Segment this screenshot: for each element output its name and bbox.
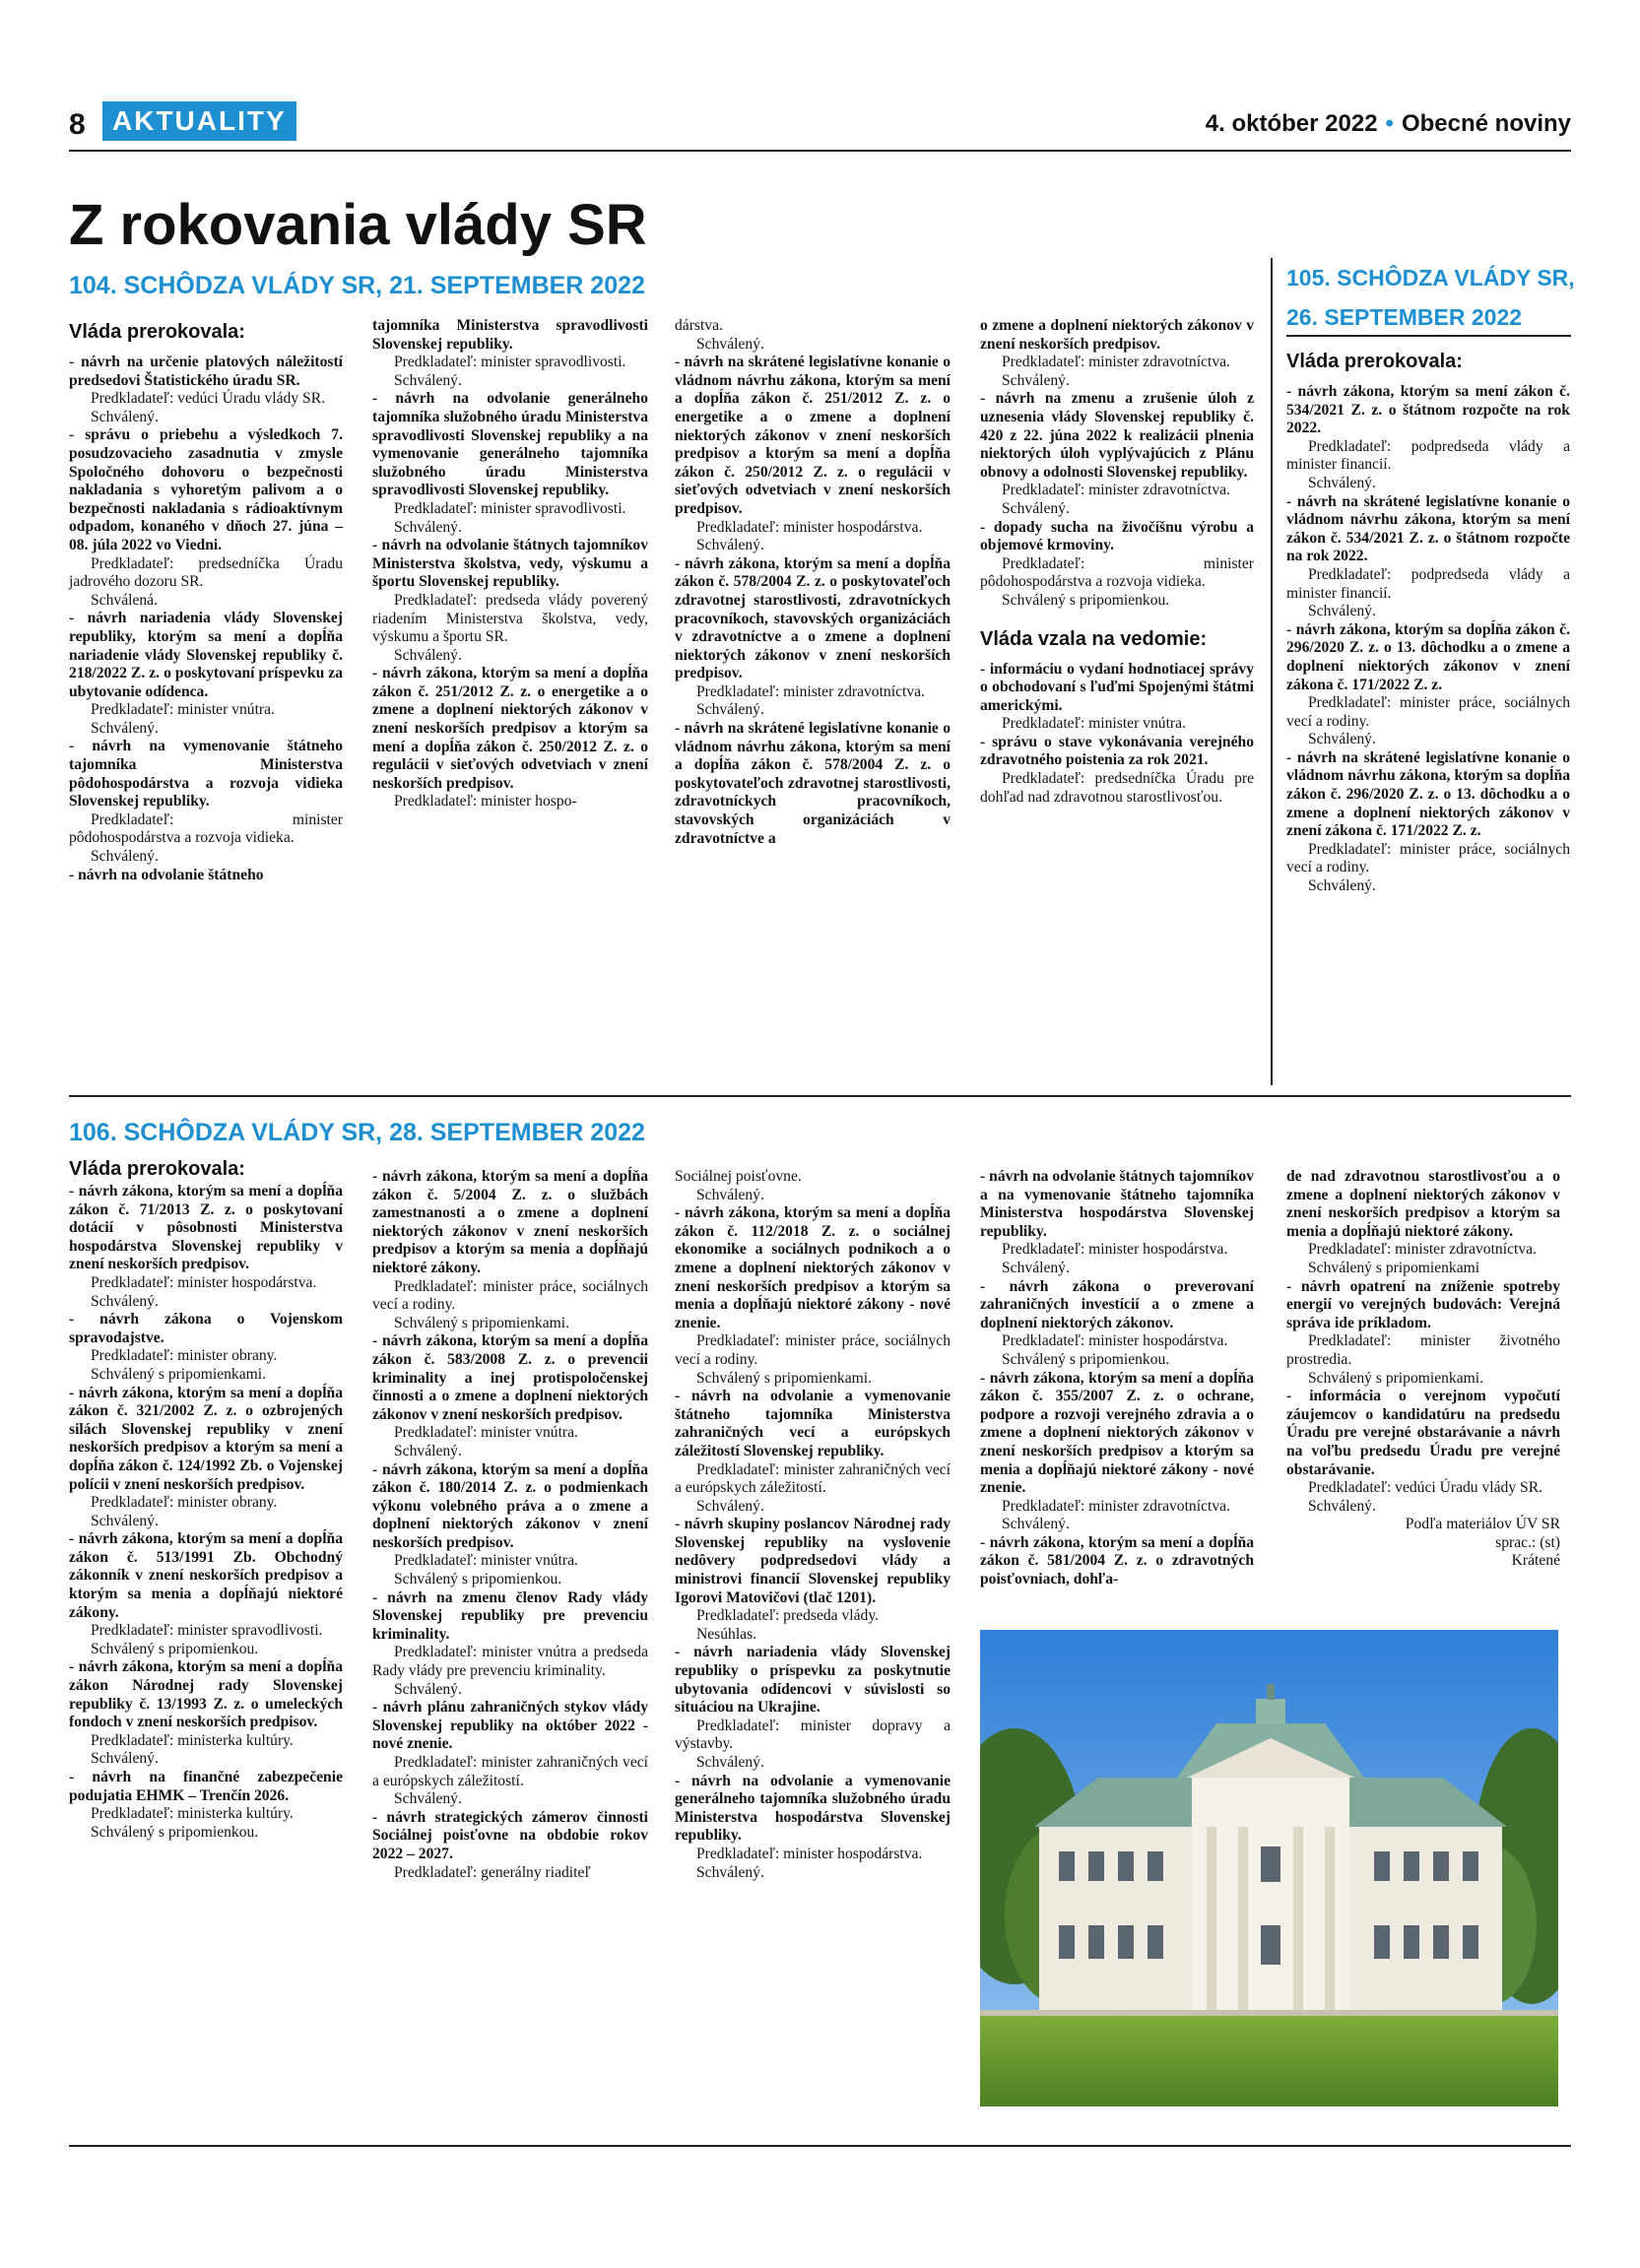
agenda-note: Schválený. (91, 1750, 159, 1768)
session-106-heading: 106. SCHÔDZA VLÁDY SR, 28. SEPTEMBER 2022 (69, 1119, 645, 1146)
agenda-note: Predkladateľ: podpredseda vlády a minister financií. (1286, 437, 1570, 474)
agenda-item: - návrh na odvolanie štátnych tajomníkov Ministerstva školstva, vedy, výskumu a športu Slovenskej republiky. (372, 537, 648, 591)
government-palace-photo (980, 1630, 1558, 2106)
s104-subheading: Vláda prerokovala: (69, 321, 245, 343)
agenda-item: - návrh zákona, ktorým sa mení a dopĺňa zákon č. 180/2014 Z. z. o podmienkach výkonu volebného práva a o zmene a doplnení niektorých zákonov v znení neskorších predpisov. (372, 1460, 648, 1551)
session-105-heading (1286, 258, 1575, 337)
agenda-item: - návrh zákona, ktorým sa mení a dopĺňa zákon č. 71/2013 Z. z. o poskytovaní dotácií v pôsobnosti Ministerstva hospodárstva Slovenskej republiky v znení neskorších predpisov. (69, 1183, 343, 1273)
agenda-item: - návrh na odvolanie a vymenovanie štátneho tajomníka Ministerstva zahraničných vecí a európskych záležitostí Slovenskej republiky. (675, 1388, 951, 1459)
agenda-note: Schválený. (1002, 1259, 1070, 1276)
agenda-item: - návrh zákona, ktorým sa mení a dopĺňa zákon č. 578/2004 Z. z. o poskytovateľoch zdravotnej starostlivosti, zdravotníckych pracovníkoch, stavovských organizáciách v zdravotníctve a o zmene a doplnení niektorých zákonov v znení neskorších predpisov. (675, 554, 951, 682)
footer-rule (69, 2145, 1571, 2147)
agenda-note: Schválený. (696, 701, 764, 719)
agenda-note: Schválený s pripomienkami (1308, 1259, 1480, 1276)
agenda-note: Predkladateľ: minister zahraničných vecí a európskych záležitostí. (675, 1460, 951, 1497)
masthead-info (1206, 110, 1571, 138)
agenda-item: - dopady sucha na živočíšnu výrobu a objemové krmoviny. (980, 518, 1254, 554)
s105-rule (1286, 335, 1571, 337)
agenda-item: - návrh zákona, ktorým sa mení zákon č. 534/2021 Z. z. o štátnom rozpočte na rok 2022. (1286, 383, 1570, 437)
agenda-item: - návrh zákona o preverovaní zahraničných investícií a o zmene a doplnení niektorých zákonov. (980, 1277, 1254, 1331)
agenda-item: o zmene a doplnení niektorých zákonov v znení neskorších predpisov. (980, 317, 1254, 353)
agenda-note: Schválený. (91, 719, 159, 737)
agenda-note: Predkladateľ: minister zdravotníctva. (1002, 482, 1230, 499)
agenda-item: - návrh zákona, ktorým sa mení a dopĺňa zákon č. 513/1991 Zb. Obchodný zákonník v znení neskorších predpisov a ktorým sa menia a dopĺňajú niektoré zákony. (69, 1530, 343, 1621)
agenda-note: Schválený. (91, 408, 159, 425)
agenda-note: Predkladateľ: minister dopravy a výstavby. (675, 1717, 951, 1753)
agenda-item: - návrh zákona, ktorým sa mení a dopĺňa zákon č. 251/2012 Z. z. o energetike a o zmene a doplnení niektorých zákonov v znení neskorších predpisov a ktorým sa mení a dopĺňa zákon č. 250/2012 Z. z. o regulácii v sieťových odvetviach v znení neskorších predpisov. (372, 665, 648, 792)
s104-column-4 (980, 317, 1254, 807)
agenda-note: Predkladateľ: vedúci Úradu vlády SR. (91, 390, 326, 408)
agenda-note: Schválený. (1308, 474, 1376, 491)
agenda-note: Schválený. (696, 537, 764, 554)
agenda-item: - správu o priebehu a výsledkoch 7. posudzovacieho zasadnutia v zmysle Spoločného dohovoru o bezpečnosti nakladania s vyhoretým palivom a o bezpečnosti nakladania s rádioaktívnym odpadom, konaného v dňoch 27. júna – 08. júla 2022 vo Viedni. (69, 426, 343, 553)
s104-column-3 (675, 317, 951, 848)
agenda-note: Predkladateľ: minister zdravotníctva. (1308, 1241, 1537, 1259)
agenda-item: - návrh zákona, ktorým sa mení a dopĺňa zákon č. 321/2002 Z. z. o ozbrojených silách Slovenskej republiky v znení neskorších predpisov a ktorým sa mení a dopĺňa zákon č. 124/1992 Zb. o Vojenskej polícii v znení neskorších predpisov. (69, 1384, 343, 1493)
agenda-note: Schválený. (91, 1292, 159, 1310)
page-number: 8 (69, 108, 86, 141)
agenda-note: Predkladateľ: minister zahraničných vecí a európskych záležitostí. (372, 1754, 648, 1789)
agenda-item: - návrh plánu zahraničných stykov vlády Slovenskej republiky na október 2022 - nové znenie. (372, 1699, 648, 1753)
agenda-item: - návrh na určenie platových náležitostí predsedovi Štatistického úradu SR. (69, 354, 343, 389)
agenda-note: Predkladateľ: minister obrany. (91, 1494, 278, 1512)
agenda-item: - návrh na odvolanie generálneho tajomníka služobného úradu Ministerstva spravodlivosti Slovenskej republiky a na vymenovanie generálneho tajomníka služobného úradu Ministerstva spravodlivosti Slovenskej republiky. (372, 390, 648, 499)
agenda-item: - návrh na skrátené legislatívne konanie o vládnom návrhu zákona, ktorým sa mení a dopĺňa zákon č. 251/2012 Z. z. o energetike a o zmene a doplnení niektorých zákonov v znení neskorších predpisov a ktorým sa mení a dopĺňa zákon č. 250/2012 Z. z. o regulácii v sieťových odvetviach v znení neskorších predpisov. (675, 354, 951, 517)
s106-subheading: Vláda prerokovala: (69, 1158, 245, 1180)
agenda-note: Predkladateľ: minister hospodárstva. (1002, 1332, 1228, 1350)
agenda-note: Schválený s pripomienkou. (1002, 591, 1170, 609)
agenda-item: - návrh nariadenia vlády Slovenskej republiky o príspevku za poskytnutie ubytovania odídencovi v súvislosti so situáciou na Ukrajine. (675, 1644, 951, 1717)
agenda-item: - návrh na skrátené legislatívne konanie o vládnom návrhu zákona, ktorým sa mení a dopĺňa zákon č. 578/2004 Z. z. o poskytovateľoch zdravotnej starostlivosti, zdravotníckych pracovníkoch, stavovských organizáciách v zdravotníctve a (675, 720, 951, 847)
agenda-item: - informácia o verejnom vypočutí záujemcov o kandidatúru na predsedu Úradu pre verejné obstarávanie a návrh na voľbu predsedu Úradu pre verejné obstarávanie. (1286, 1388, 1560, 1478)
s106-column-1 (69, 1158, 343, 1842)
agenda-note: Schválený s pripomienkami. (1308, 1369, 1483, 1387)
agenda-note: Schválený. (1308, 731, 1376, 748)
agenda-item: - návrh na odvolanie štátneho (69, 866, 264, 883)
agenda-note: Schválený. (91, 1512, 159, 1529)
agenda-note: Predkladateľ: minister hospodárstva. (1002, 1241, 1228, 1259)
agenda-note: Predkladateľ: minister hospodárstva. (696, 1845, 923, 1862)
agenda-note: Predkladateľ: minister práce, sociálnych vecí a rodiny. (372, 1277, 648, 1314)
column-divider (1271, 258, 1273, 1085)
agenda-note: Predkladateľ: minister vnútra a predseda Rady vlády pre prevenciu kriminality. (372, 1644, 648, 1680)
agenda-item: - návrh na skrátené legislatívne konanie o vládnom návrhu zákona, ktorým sa dopĺňa zákon č. 296/2020 Z. z. o 13. dôchodku a o zmene a doplnení niektorých zákonov v znení zákona č. 171/2022 Z. z. (1286, 748, 1570, 840)
agenda-note: Schválený s pripomienkou. (1002, 1350, 1170, 1368)
agenda-note: Schválený. (1002, 371, 1070, 389)
agenda-note: Predkladateľ: minister spravodlivosti. (394, 354, 626, 371)
agenda-note: Predkladateľ: minister práce, sociálnych vecí a rodiny. (1286, 694, 1570, 730)
agenda-note: Predkladateľ: minister obrany. (91, 1347, 278, 1365)
agenda-note: Predkladateľ: minister pôdohospodárstva a rozvoja vidieka. (69, 810, 343, 847)
agenda-note: Predkladateľ: vedúci Úradu vlády SR. (1308, 1479, 1543, 1497)
agenda-note: Predkladateľ: minister vnútra. (394, 1552, 578, 1570)
agenda-note: Schválený. (1002, 1516, 1070, 1533)
agenda-item: - návrh na odvolanie štátnych tajomníkov a na vymenovanie štátneho tajomníka Ministerstva hospodárstva Slovenskej republiky. (980, 1168, 1254, 1240)
agenda-note: Predkladateľ: podpredseda vlády a minister financií. (1286, 565, 1570, 602)
agenda-note: Schválený. (1308, 603, 1376, 620)
separator-dot: • (1385, 110, 1394, 137)
section-tag: AKTUALITY (102, 101, 296, 141)
session-105-heading-line-2: 26. SEPTEMBER 2022 (1286, 304, 1523, 330)
agenda-note: Predkladateľ: minister hospo- (394, 793, 577, 810)
s106-column-4 (980, 1168, 1254, 1589)
s106-column-3 (675, 1168, 951, 1882)
agenda-note: Schválený. (696, 1497, 764, 1515)
agenda-note: Schválený. (696, 1863, 764, 1881)
s104-column-2 (372, 317, 648, 811)
agenda-note: Schválený s pripomienkami. (696, 1369, 872, 1387)
agenda-note: Schválený. (394, 1680, 462, 1698)
agenda-note: Predkladateľ: ministerka kultúry. (91, 1805, 294, 1823)
agenda-item: - návrh zákona o Vojenskom spravodajstve. (69, 1311, 343, 1346)
s105-subheading: Vláda prerokovala: (1286, 351, 1463, 372)
agenda-item: - návrh opatrení na zníženie spotreby energií vo verejných budovách: Verejná správa ide príkladom. (1286, 1277, 1560, 1331)
agenda-note: Predkladateľ: minister vnútra. (394, 1424, 578, 1442)
agenda-note: Predkladateľ: predseda vlády. (696, 1607, 880, 1625)
paper-name: Obecné noviny (1401, 110, 1571, 137)
agenda-note: Predkladateľ: predsedníčka Úradu pre dohľad nad zdravotnou starostlivosťou. (980, 770, 1254, 806)
agenda-item: - informáciu o vydaní hodnotiacej správy o obchodovaní s ľuďmi Spojenými štátmi americkými. (980, 660, 1254, 714)
agenda-item: - návrh na finančné zabezpečenie podujatia EHMK – Trenčín 2026. (69, 1769, 343, 1804)
agenda-note: Schválený. (696, 335, 764, 353)
session-105-heading-line-1: 105. SCHÔDZA VLÁDY SR, (1286, 265, 1575, 291)
s104-subheading-2: Vláda vzala na vedomie: (980, 627, 1208, 650)
agenda-note: dárstva. (675, 317, 723, 334)
agenda-note: Schválený. (394, 1442, 462, 1459)
session-104-heading: 104. SCHÔDZA VLÁDY SR, 21. SEPTEMBER 2022 (69, 272, 645, 299)
agenda-item: - návrh nariadenia vlády Slovenskej republiky, ktorým sa mení a dopĺňa nariadenie vlády Slovenskej republiky č. 218/2022 Z. z. o poskytovaní príspevku za ubytovanie odídenca. (69, 610, 343, 700)
s106-column-5 (1286, 1168, 1560, 1571)
agenda-note: Predkladateľ: minister zdravotníctva. (696, 682, 925, 700)
agenda-item: - návrh zákona, ktorým sa dopĺňa zákon č. 296/2020 Z. z. o 13. dôchodku a o zmene a doplnení niektorých zákonov v znení zákona č. 171/2022 Z. z. (1286, 620, 1570, 693)
agenda-note: Schválená. (91, 591, 158, 609)
s105-column (1286, 347, 1570, 896)
agenda-note: Predkladateľ: minister vnútra. (91, 701, 275, 719)
agenda-item: - návrh strategických zámerov činnosti Sociálnej poisťovne na obdobie rokov 2022 – 2027. (372, 1808, 648, 1862)
agenda-item: - návrh na skrátené legislatívne konanie o vládnom návrhu zákona, ktorým sa mení zákon č. 534/2021 Z. z. o štátnom rozpočte na rok 2022. (1286, 492, 1570, 565)
agenda-item: - návrh na zmenu členov Rady vlády Slovenskej republiky pre prevenciu kriminality. (372, 1588, 648, 1643)
agenda-note: Schválený s pripomienkami. (91, 1365, 266, 1383)
agenda-item: - návrh zákona, ktorým sa mení a dopĺňa zákon č. 583/2008 Z. z. o prevencii kriminality a inej protispoločenskej činnosti a o zmene a doplnení niektorých zákonov v znení neskorších predpisov. (372, 1332, 648, 1423)
editor-credit: sprac.: (st) (1495, 1533, 1560, 1551)
agenda-item: - návrh skupiny poslancov Národnej rady Slovenskej republiky na vyslovenie nedôvery podpredsedovi vlády a ministrovi financií Slovenskej republiky Igorovi Matovičovi (tlač 1201). (675, 1516, 951, 1606)
agenda-note: Schválený. (394, 1790, 462, 1808)
section-rule (69, 1095, 1571, 1097)
agenda-item: - návrh na zmenu a zrušenie úloh z uznesenia vlády Slovenskej republiky č. 420 z 22. júna 2022 k realizácii plnenia niektorých úloh vyplývajúcich z Plánu obnovy a odolnosti Slovenskej republiky. (980, 390, 1254, 481)
agenda-note: Nesúhlas. (696, 1625, 757, 1643)
agenda-item: - návrh zákona, ktorým sa mení a dopĺňa zákon č. 5/2004 Z. z. o službách zamestnanosti a o zmene a doplnení niektorých zákonov v znení neskorších predpisov a ktorým sa menia a dopĺňajú niektoré zákony. (372, 1168, 648, 1276)
agenda-note: Schválený. (1002, 499, 1070, 517)
issue-date: 4. október 2022 (1205, 110, 1378, 137)
agenda-note: Predkladateľ: minister zdravotníctva. (1002, 1497, 1230, 1515)
agenda-item: - návrh na vymenovanie štátneho tajomníka Ministerstva pôdohospodárstva a rozvoja vidieka Slovenskej republiky. (69, 738, 343, 810)
agenda-item: - návrh zákona, ktorým sa mení a dopĺňa zákon Národnej rady Slovenskej republiky č. 13/1993 Z. z. o umeleckých fondoch v znení neskorších predpisov. (69, 1658, 343, 1731)
agenda-note: Predkladateľ: minister práce, sociálnych vecí a rodiny. (1286, 840, 1570, 876)
page-title: Z rokovania vlády SR (69, 193, 647, 257)
agenda-note: Predkladateľ: minister hospodárstva. (91, 1273, 317, 1291)
agenda-note: Predkladateľ: minister životného prostredia. (1286, 1332, 1560, 1368)
agenda-item: - návrh zákona, ktorým sa mení a dopĺňa zákon č. 355/2007 Z. z. o ochrane, podpore a rozvoji verejného zdravia a o zmene a doplnení niektorých zákonov v znení neskorších predpisov a ktorým sa menia a dopĺňajú niektoré zákony - nové znenie. (980, 1369, 1254, 1497)
agenda-note: Predkladateľ: ministerka kultúry. (91, 1731, 294, 1749)
agenda-note: Predkladateľ: minister spravodlivosti. (394, 499, 626, 517)
agenda-note: Predkladateľ: predsedníčka Úradu jadrového dozoru SR. (69, 554, 343, 591)
agenda-item: de nad zdravotnou starostlivosťou a o zmene a doplnení niektorých zákonov v znení neskorších predpisov a ktorým sa menia a dopĺňajú niektoré zákony. (1286, 1168, 1560, 1240)
agenda-item: - návrh na odvolanie a vymenovanie generálneho tajomníka služobného úradu Ministerstva hospodárstva Slovenskej republiky. (675, 1772, 951, 1845)
agenda-note: Schválený s pripomienkou. (91, 1823, 259, 1841)
agenda-note: Predkladateľ: minister spravodlivosti. (91, 1622, 323, 1640)
agenda-note: Predkladateľ: minister vnútra. (1002, 715, 1186, 733)
agenda-note: Schválený. (1308, 1497, 1376, 1515)
agenda-item: - návrh zákona, ktorým sa mení a dopĺňa zákon č. 112/2018 Z. z. o sociálnej ekonomike a sociálnych podnikoch a o zmene a doplnení niektorých zákonov v znení neskorších predpisov a ktorým sa menia a dopĺňajú niektoré zákony - nové znenie. (675, 1204, 951, 1331)
agenda-note: Schválený s pripomienkou. (91, 1640, 259, 1657)
agenda-note: Predkladateľ: minister zdravotníctva. (1002, 354, 1230, 371)
agenda-note: Predkladateľ: minister pôdohospodárstva a rozvoja vidieka. (980, 554, 1254, 591)
agenda-note: Schválený s pripomienkami. (394, 1314, 569, 1331)
source-credit: Podľa materiálov ÚV SR (1405, 1516, 1560, 1533)
agenda-note: Schválený. (91, 848, 159, 866)
agenda-item: - návrh zákona, ktorým sa mení a dopĺňa zákon č. 581/2004 Z. z. o zdravotných poisťovniach, dohľa- (980, 1533, 1254, 1588)
agenda-note: Predkladateľ: minister práce, sociálnych vecí a rodiny. (675, 1332, 951, 1368)
agenda-note: Schválený. (394, 518, 462, 536)
agenda-note: Predkladateľ: generálny riaditeľ (394, 1863, 591, 1881)
agenda-note: Schválený. (394, 646, 462, 664)
abridged-note: Krátené (1511, 1552, 1560, 1570)
agenda-note: Schválený s pripomienkou. (394, 1571, 562, 1588)
agenda-note: Schválený. (394, 371, 462, 389)
agenda-item: - správu o stave vykonávania verejného zdravotného poistenia za rok 2021. (980, 733, 1254, 769)
agenda-note: Schválený. (696, 1754, 764, 1771)
agenda-note: Schválený. (1308, 877, 1376, 895)
s106-column-2 (372, 1168, 648, 1882)
agenda-item: tajomníka Ministerstva spravodlivosti Slovenskej republiky. (372, 317, 648, 353)
header-rule (69, 150, 1571, 152)
agenda-note: Predkladateľ: predseda vlády poverený riadením Ministerstva školstva, vedy, výskumu a športu SR. (372, 591, 648, 646)
agenda-note: Schválený. (696, 1186, 764, 1203)
s104-column-1 (69, 317, 343, 884)
agenda-note: Sociálnej poisťovne. (675, 1168, 802, 1185)
agenda-note: Predkladateľ: minister hospodárstva. (696, 518, 923, 536)
